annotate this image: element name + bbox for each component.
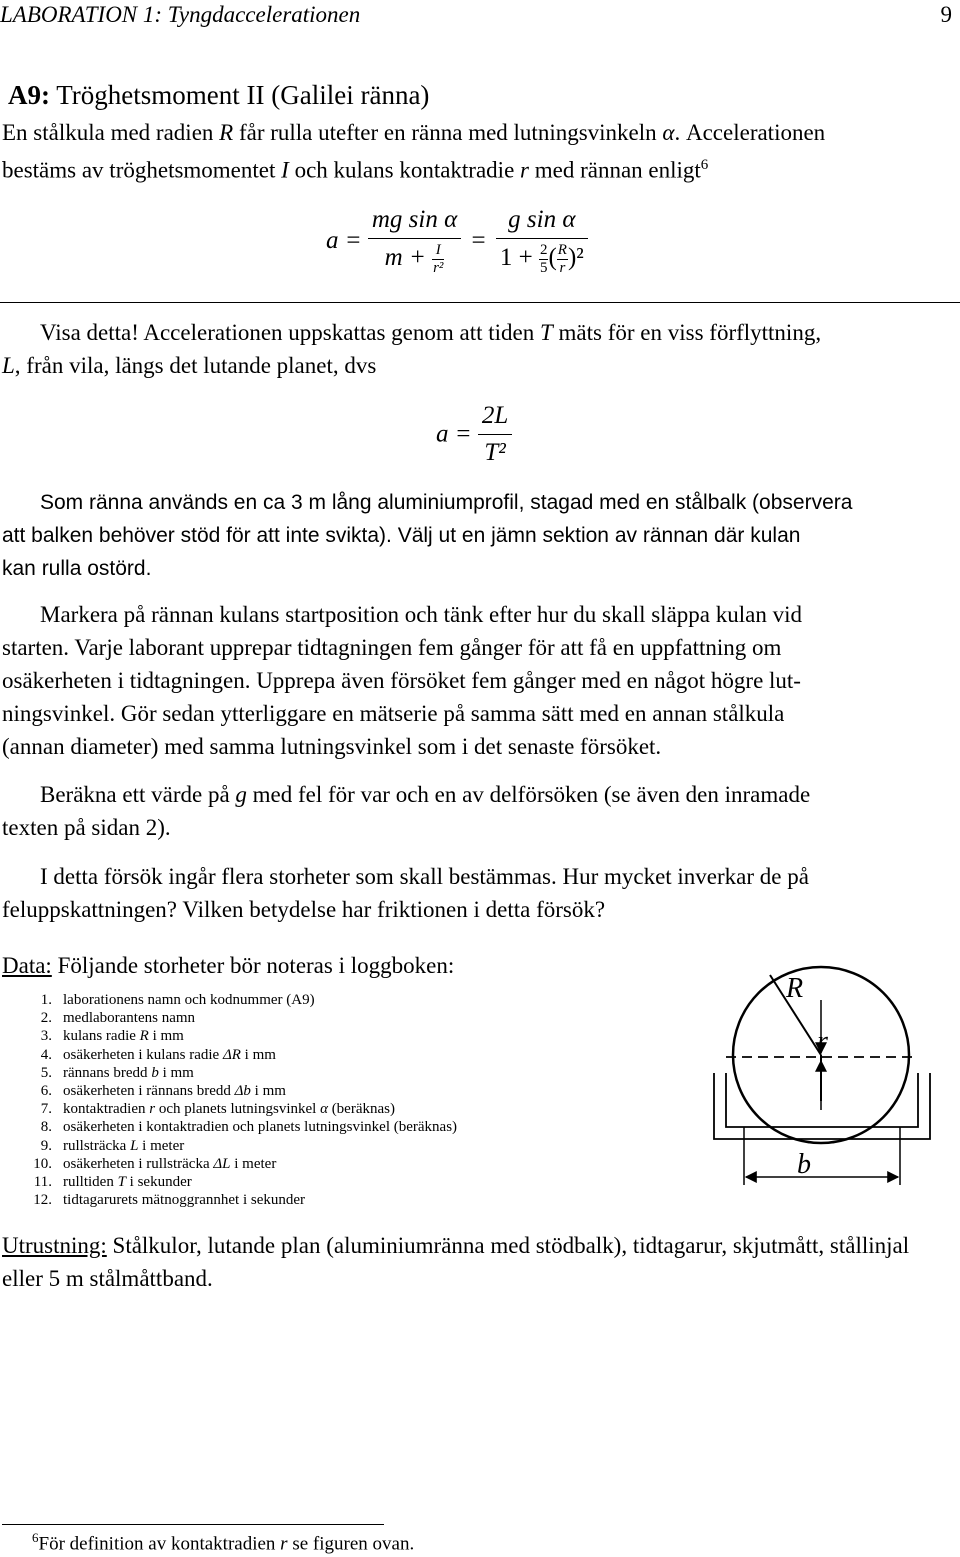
list-variable: T [117,1174,126,1191]
footnote-text: För definition av kontaktradien [38,1533,281,1555]
fraction-numerator: 2L [481,402,509,429]
var-alpha: α [662,120,675,145]
small-fraction [557,243,568,276]
para-line: (annan diameter) med samma lutningsvinkel som i det senaste försöket. [2,734,662,759]
list-text: i mm [148,1028,184,1045]
fraction-2 [496,206,588,276]
para-text: Visa detta! Accelerationen uppskattas genom att tiden [40,320,540,345]
section-code: A9: [8,80,50,110]
paren-close: )² [567,244,584,272]
list-number: 7. [40,1101,52,1118]
intro-text: . Accelerationen [674,120,826,145]
fraction-numerator: g sin α [508,206,576,233]
list-number: 10. [33,1155,52,1172]
page-number: 9 [940,2,952,27]
label-r: r [817,1026,828,1057]
data-label: Data: [2,953,52,978]
list-number: 6. [40,1083,52,1100]
list-text: rulltiden [63,1174,118,1191]
small-numerator: R [557,242,567,258]
list-item [0,1118,640,1136]
list-number: 3. [40,1028,52,1045]
footnote-mark: 6 [700,157,709,173]
list-item [0,1137,640,1155]
list-item [0,1027,640,1045]
list-item [0,1100,640,1118]
eq-sign: = [471,227,486,254]
list-text: i meter [230,1155,277,1172]
intro-text: och kulans kontaktradie [288,157,521,183]
label-b: b [797,1149,811,1180]
list-text: och planets lutningsvinkel [155,1101,321,1118]
para-line: kan rulla ostörd. [2,557,152,580]
equation-acceleration-inertia [326,206,588,276]
eq-lhs: a = [436,420,472,448]
intro-paragraph [2,116,956,187]
para-line: osäkerheten i tidtagningen. Upprepa även försöket fem gånger med en något högre lut- [2,668,801,693]
var-L: L [2,353,15,378]
list-text: osäkerheten i kulans radie [63,1046,223,1063]
small-denominator: r² [433,260,444,276]
list-item [0,1082,640,1100]
fraction-numerator: mg sin α [371,206,458,233]
list-text: medlaborantens namn [63,1010,196,1027]
para-line [2,778,956,811]
var-r: r [520,157,529,183]
section-title [8,80,429,111]
list-item [0,1064,640,1082]
list-variable: ΔL [213,1155,231,1172]
list-text: kulans radie [63,1028,140,1045]
para-text: Beräkna ett värde på [40,782,236,807]
list-item [0,1009,640,1027]
list-text: (beräknas) [327,1101,395,1118]
equipment-label: Utrustning: [2,1233,107,1258]
intro-text: med rännan enligt [528,157,701,183]
para-line: Som ränna används en ca 3 m lång aluminiumprofil, stagad med en stålbalk (observera [40,491,853,514]
list-number: 8. [40,1119,52,1136]
footnote-text: se figuren ovan. [287,1533,415,1555]
paragraph-2-line2 [2,349,956,382]
horizontal-rule [0,302,960,303]
footnote-number: 6 [32,1530,39,1545]
var-r: r [280,1533,288,1555]
paragraph-3 [2,486,956,585]
list-text: rännans bredd [63,1064,152,1081]
para-line: feluppskattningen? Vilken betydelse har friktionen i detta försök? [2,897,606,922]
section-name: Tröghetsmoment II (Galilei ränna) [56,80,430,110]
fraction-denominator: T² [478,434,512,467]
paren-open: ( [548,244,557,272]
list-text: osäkerheten i rullsträcka [63,1155,214,1172]
list-variable: ΔR [222,1046,241,1063]
list-text: rullsträcka [63,1137,131,1154]
list-text: tidtagarurets mätnoggrannhet i sekunder [63,1192,306,1209]
label-R: R [786,973,804,1004]
list-item [0,1046,640,1064]
list-item [0,991,640,1009]
para-line: starten. Varje laborant upprepar tidtagningen fem gånger för att få en uppfattning om [2,635,782,660]
list-number: 12. [33,1192,52,1209]
var-T: T [539,320,553,345]
fraction-1 [368,206,461,276]
small-denominator: 5 [539,260,548,276]
var-R: R [219,120,234,145]
list-variable: Δb [234,1083,251,1100]
var-g: g [235,782,247,807]
list-variable: r [149,1101,156,1118]
para-text: mäts för en viss förflyttning, [552,320,822,345]
equation-acceleration-distance [436,402,512,467]
intro-text: får rulla utefter en ränna med lutningsvinkeln [233,120,663,145]
paragraph-5 [2,778,956,844]
list-variable: α [320,1101,328,1118]
para-line: eller 5 m stålmåttband. [2,1266,213,1291]
list-variable: b [151,1064,159,1081]
list-number: 11. [33,1174,52,1191]
list-item [0,1191,640,1209]
list-item [0,1155,640,1173]
list-text: kontaktradien [63,1101,150,1118]
small-denominator: r [557,259,568,276]
list-text: i meter [138,1137,185,1154]
list-text: i mm [250,1083,286,1100]
list-item [0,1173,640,1191]
data-list [0,991,640,1209]
list-number: 1. [40,992,52,1008]
para-line: texten på sidan 2). [2,815,171,840]
intro-text: bestäms av tröghetsmomentet [2,157,282,183]
eq-lhs: a = [326,227,362,254]
para-text: , från vila, längs det lutande planet, dvs [14,353,377,378]
para-line: Markera på rännan kulans startposition och tänk efter hur du skall släppa kulan vid [40,602,802,627]
fraction [478,402,512,467]
header-title: LABORATION 1: Tyngdaccelerationen [0,2,361,27]
small-fraction [432,243,444,276]
footnote [32,1530,414,1555]
denominator-term: 1 + [499,244,533,272]
para-line: I detta försök ingår flera storheter som skall bestämmas. Hur mycket inverkar de på [40,864,809,889]
list-text: i mm [240,1046,276,1063]
list-number: 5. [40,1064,52,1081]
fraction-denominator [368,238,461,276]
list-variable: L [130,1137,139,1154]
list-number: 9. [40,1137,52,1154]
paragraph-6 [2,860,956,926]
paragraph-2-line1 [40,316,956,349]
footnote-rule [2,1524,384,1525]
para-line [2,1229,956,1262]
list-text: osäkerheten i kontaktradien och planets lutningsvinkel (beräknas) [63,1119,458,1136]
list-text: osäkerheten i rännans bredd [63,1083,235,1100]
list-text: i mm [158,1064,194,1081]
para-line: ningsvinkel. Gör sedan ytterliggare en mätserie på samma sätt med en annan stålkula [2,701,785,726]
denominator-term: m + [384,244,426,272]
list-text: laborationens namn och kodnummer (A9) [63,992,315,1008]
list-text: i sekunder [125,1174,192,1191]
list-number: 2. [40,1010,52,1027]
list-number: 4. [40,1046,52,1063]
small-numerator: I [435,242,441,258]
small-numerator: 2 [539,242,548,258]
equipment-text: Stålkulor, lutande plan (aluminiumränna med stödbalk), tidtagarur, skjutmått, stållinjal [106,1233,910,1258]
var-I: I [281,157,289,183]
data-text: Följande storheter bör noteras i loggboken: [51,953,455,978]
paragraph-4 [2,598,956,763]
running-header [0,2,958,28]
equipment-section [2,1229,956,1295]
ball-in-channel-figure [700,955,952,1195]
intro-text: En stålkula med radien [2,120,220,145]
list-variable: R [139,1028,149,1045]
para-line: att balken behöver stöd för att inte svikta). Välj ut en jämn sektion av rännan där kulan [2,524,801,547]
fraction-denominator [496,238,588,276]
para-text: med fel för var och en av delförsöken (se även den inramade [246,782,811,807]
